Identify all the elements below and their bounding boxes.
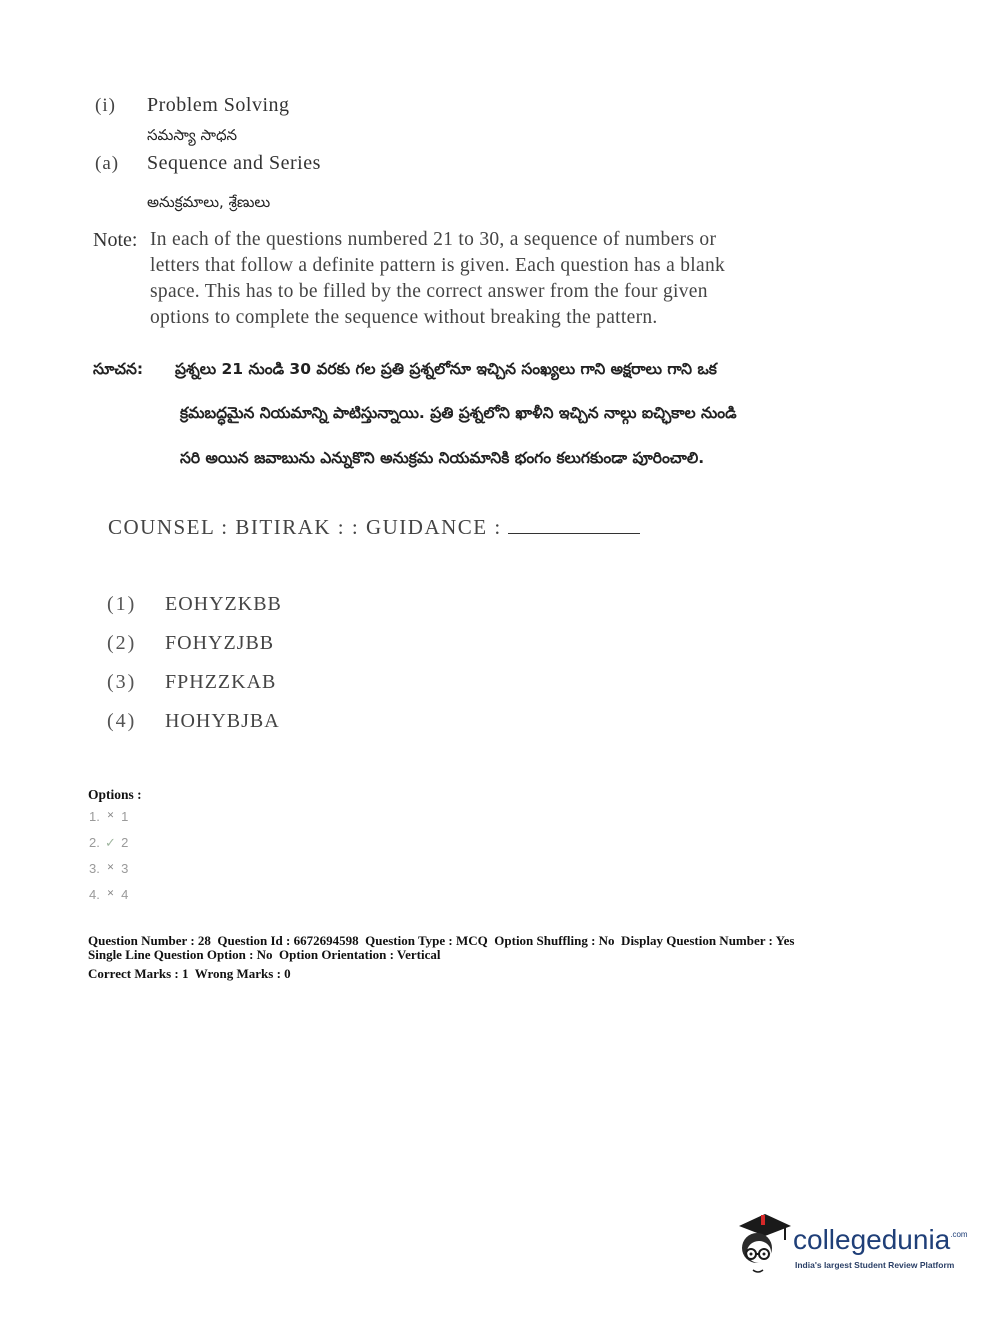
question-stem — [108, 515, 640, 540]
answer-option-3-value: 3 — [121, 861, 129, 876]
option-1-number: (1) — [107, 593, 137, 615]
note-line-3: space. This has to be filled by the correct answer from the four given — [150, 281, 708, 302]
question-text: COUNSEL : BITIRAK : : GUIDANCE : — [108, 515, 502, 539]
option-3-text: FPHZZKAB — [165, 671, 277, 693]
answer-option-2 — [89, 835, 128, 851]
answer-option-2-index: 2. — [89, 835, 100, 850]
telugu-note-label: సూచన: — [93, 360, 144, 378]
telugu-note-line-3: సరి అయిన జవాబును ఎన్నుకొని అనుక్రమ నియమానికి భంగం కలుగకుండా పూరించాలి. — [180, 449, 705, 467]
telugu-note-line-2: క్రమబద్ధమైన నియమాన్ని పాటిస్తున్నాయి. ప్రతి ప్రశ్నలోని ఖాళీని ఇచ్చిన నాల్గు ఐచ్ఛికాల నుండి — [180, 404, 737, 422]
option-2-text: FOHYZJBB — [165, 632, 275, 654]
collegedunia-logo[interactable] — [733, 1210, 968, 1280]
logo-tagline: India's largest Student Review Platform — [795, 1260, 955, 1270]
option-4-text: HOHYBJBA — [165, 710, 280, 732]
note-line-2: letters that follow a definite pattern is given. Each question has a blank — [150, 255, 726, 276]
option-2-number: (2) — [107, 632, 137, 654]
cross-icon: ✕ — [106, 862, 115, 872]
answer-option-3-index: 3. — [89, 861, 100, 876]
answer-option-4-index: 4. — [89, 887, 100, 902]
telugu-note-line-1: ప్రశ్నలు 21 నుండి 30 వరకు గల ప్రతి ప్రశ్నలోనూ ఇచ్చిన సంఖ్యలు గాని అక్షరాలు గాని ఒక — [175, 360, 717, 378]
options-label: Options : — [88, 787, 142, 802]
note-label: Note: — [93, 229, 138, 251]
option-4-number: (4) — [107, 710, 137, 732]
answer-option-1-value: 1 — [121, 809, 129, 824]
section-i-number: (i) — [95, 95, 116, 116]
answer-option-4-value: 4 — [121, 887, 129, 902]
section-i-telugu: సమస్యా సాధన — [147, 126, 238, 144]
answer-option-2-value: 2 — [121, 835, 129, 850]
section-i-title: Problem Solving — [147, 94, 290, 116]
answer-option-1-index: 1. — [89, 809, 100, 824]
check-icon: ✓ — [105, 835, 116, 850]
cross-icon: ✕ — [106, 888, 115, 898]
option-3-number: (3) — [107, 671, 137, 693]
logo-wordmark: collegedunia$^{.com}$ — [793, 1224, 968, 1255]
section-a-title: Sequence and Series — [147, 152, 321, 174]
option-1-text: EOHYZKBB — [165, 593, 282, 615]
section-a-telugu: అనుక్రమాలు, శ్రేణులు — [147, 193, 271, 211]
answer-blank — [508, 517, 640, 534]
answer-option-3 — [89, 861, 128, 876]
section-a-number: (a) — [95, 153, 120, 174]
meta-line-3: Correct Marks : 1 Wrong Marks : 0 — [88, 966, 291, 981]
answer-option-1 — [89, 809, 128, 824]
mascot-icon — [733, 1210, 793, 1278]
cross-icon: ✕ — [106, 810, 115, 820]
meta-line-1: Question Number : 28 Question Id : 6672694598 Question Type : MCQ Option Shuffling : No Display Question Number : Yes — [88, 933, 795, 948]
note-line-1: In each of the questions numbered 21 to 30, a sequence of numbers or — [150, 229, 717, 250]
note-line-4: options to complete the sequence without breaking the pattern. — [150, 307, 658, 328]
meta-line-2: Single Line Question Option : No Option Orientation : Vertical — [88, 947, 441, 962]
answer-option-4 — [89, 887, 128, 902]
